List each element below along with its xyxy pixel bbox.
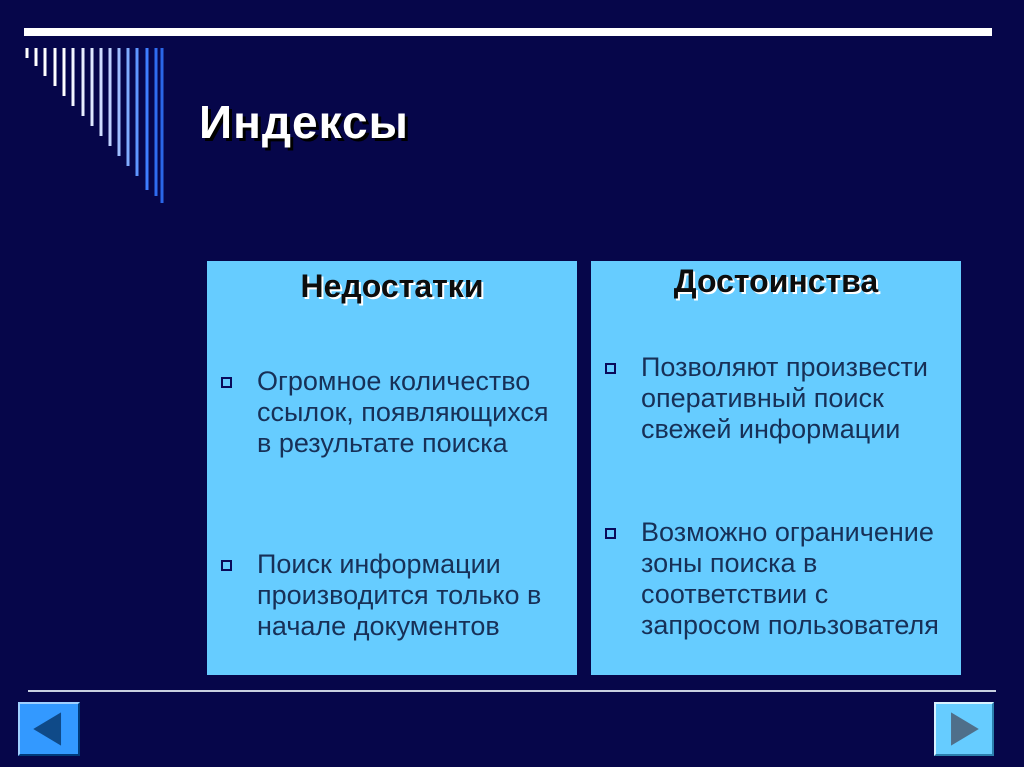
slide-title: Индексы bbox=[199, 96, 409, 148]
list-item bbox=[221, 549, 566, 642]
checkbox-bullet-icon bbox=[221, 560, 232, 571]
disadvantages-heading: Недостатки bbox=[300, 268, 484, 304]
previous-slide-button[interactable] bbox=[18, 702, 80, 756]
decorative-stripes bbox=[0, 0, 200, 220]
bullet-text: Огромное количество ссылок, появляющихся в результате поиска bbox=[257, 366, 549, 458]
triangle-right-icon bbox=[936, 704, 992, 754]
advantages-panel bbox=[591, 261, 961, 675]
list-item bbox=[605, 352, 950, 445]
list-item bbox=[605, 517, 950, 641]
triangle-left-icon bbox=[20, 704, 78, 754]
bullet-text: Возможно ограничение зоны поиска в соответствии с запросом пользователя bbox=[641, 517, 939, 640]
bullet-text: Позволяют произвести оперативный поиск свежей информации bbox=[641, 352, 928, 444]
list-item bbox=[221, 366, 566, 459]
bottom-divider-line bbox=[28, 690, 996, 692]
checkbox-bullet-icon bbox=[605, 363, 616, 374]
checkbox-bullet-icon bbox=[221, 377, 232, 388]
disadvantages-panel bbox=[207, 261, 577, 675]
checkbox-bullet-icon bbox=[605, 528, 616, 539]
advantages-heading: Достоинства bbox=[673, 263, 879, 299]
bullet-text: Поиск информации производится только в начале документов bbox=[257, 549, 542, 641]
next-slide-button[interactable] bbox=[934, 702, 994, 756]
